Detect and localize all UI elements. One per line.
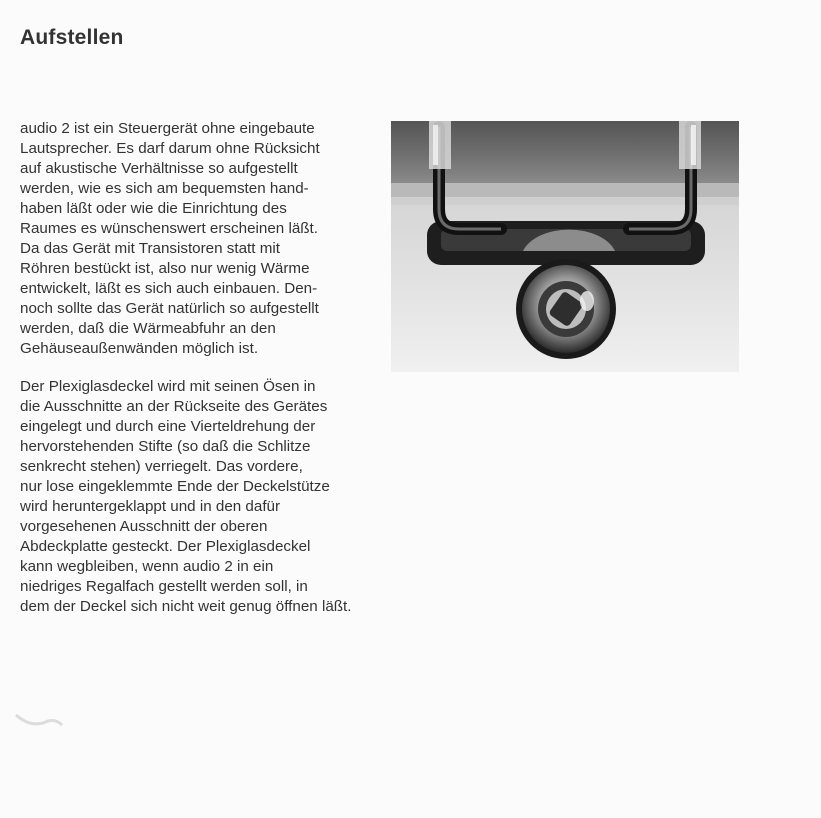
text-line: haben läßt oder wie die Einrichtung des — [20, 200, 287, 217]
text-line: dem der Deckel sich nicht weit genug öffnen läßt. — [20, 598, 352, 615]
text-line: vorgesehenen Ausschnitt der oberen — [20, 518, 268, 535]
paragraph-placement — [20, 119, 395, 359]
text-line: kann wegbleiben, wenn audio 2 in ein — [20, 558, 274, 575]
text-line: entwickelt, läßt es sich auch einbauen. Den- — [20, 280, 318, 297]
paragraph-lid — [20, 377, 395, 617]
text-line: werden, daß die Wärmeabfuhr an den — [20, 320, 276, 337]
text-line: Abdeckplatte gesteckt. Der Plexiglasdeckel — [20, 538, 311, 555]
page-title: Aufstellen — [20, 26, 124, 49]
text-line: noch sollte das Gerät natürlich so aufgestellt — [20, 300, 319, 317]
text-line: Da das Gerät mit Transistoren statt mit — [20, 240, 280, 257]
text-line: senkrecht stehen) verriegelt. Das vordere, — [20, 458, 303, 475]
device-lid-photo — [391, 121, 739, 372]
text-line: wird heruntergeklappt und in den dafür — [20, 498, 281, 515]
text-line: Der Plexiglasdeckel wird mit seinen Ösen in — [20, 378, 316, 395]
text-line: die Ausschnitte an der Rückseite des Gerätes — [20, 398, 328, 415]
text-line: Raumes es wünschenswert erscheinen läßt. — [20, 220, 318, 237]
text-line: audio 2 ist ein Steuergerät ohne eingebaute — [20, 120, 315, 137]
text-line: niedriges Regalfach gestellt werden soll, in — [20, 578, 308, 595]
text-line: hervorstehenden Stifte (so daß die Schlitze — [20, 438, 311, 455]
text-line: eingelegt und durch eine Vierteldrehung der — [20, 418, 316, 435]
text-line: werden, wie es sich am bequemsten hand- — [20, 180, 309, 197]
text-line: Gehäuseaußenwänden möglich ist. — [20, 340, 259, 357]
text-line: Lautsprecher. Es darf darum ohne Rücksicht — [20, 140, 320, 157]
paper-smudge — [14, 705, 64, 730]
text-line: nur lose eingeklemmte Ende der Deckelstütze — [20, 478, 330, 495]
text-line: auf akustische Verhältnisse so aufgestellt — [20, 160, 298, 177]
text-line: Röhren bestückt ist, also nur wenig Wärme — [20, 260, 310, 277]
